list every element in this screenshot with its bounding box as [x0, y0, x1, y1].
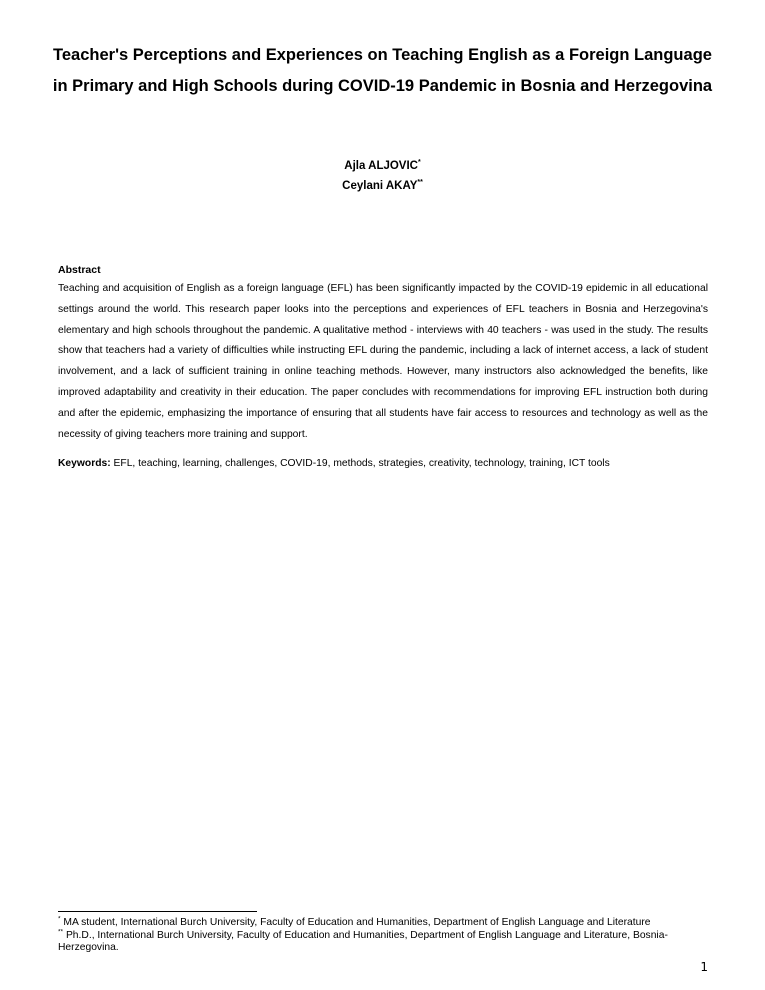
footnote-1-text: MA student, International Burch University, Faculty of Education and Humanities, Department of English Language and Literature: [63, 917, 651, 928]
footnote-1-mark: *: [58, 915, 61, 923]
footnote-2-mark: **: [58, 928, 64, 936]
author-1-footnote-mark: *: [417, 159, 421, 167]
footnote-1: [58, 917, 713, 930]
author-1: [0, 158, 765, 174]
abstract-body: Teaching and acquisition of English as a foreign language (EFL) has been significantly impacted by the COVID-19 epidemic in all educational settings around the world. This research paper looks into the perceptions and experiences of EFL teachers in Bosnia and Herzegovina's elementary and high schools throughout the pandemic. A qualitative method - interviews with 40 teachers - was used in the study. The results show that teachers had a variety of difficulties while instructing EFL during the pandemic, including a lack of internet access, a lack of student involvement, and a lack of sufficient training in online teaching methods. However, many instructors also acknowledged the benefits, like improved adaptability and creativity in their education. The paper concludes with recommendations for improving EFL instruction both during and after the epidemic, emphasizing the importance of ensuring that all students have fair access to resources and technology as well as the necessity of giving teachers more training and support.: [58, 283, 708, 440]
footnote-separator: [58, 911, 257, 912]
author-1-name: Ajla ALJOVIC: [344, 160, 418, 172]
page-number: 1: [700, 960, 708, 974]
author-2: [0, 178, 765, 194]
abstract-heading: Abstract: [58, 264, 101, 276]
paper-title: Teacher's Perceptions and Experiences on Teaching English as a Foreign Language in Primary and High Schools during COVID-19 Pandemic in Bosnia and Herzegovina: [52, 46, 713, 95]
keywords: [58, 454, 708, 474]
keywords-label: Keywords:: [58, 458, 111, 469]
footnote-2: [58, 930, 713, 955]
author-2-name: Ceylani AKAY: [342, 180, 418, 192]
keywords-text: EFL, teaching, learning, challenges, COVID-19, methods, strategies, creativity, technology, training, ICT tools: [113, 458, 610, 469]
footnote-2-text: Ph.D., International Burch University, Faculty of Education and Humanities, Department of English Language and Literature, Bosnia-Herzegovina.: [58, 929, 668, 954]
footnotes: [58, 917, 713, 955]
author-2-footnote-mark: **: [417, 179, 423, 187]
